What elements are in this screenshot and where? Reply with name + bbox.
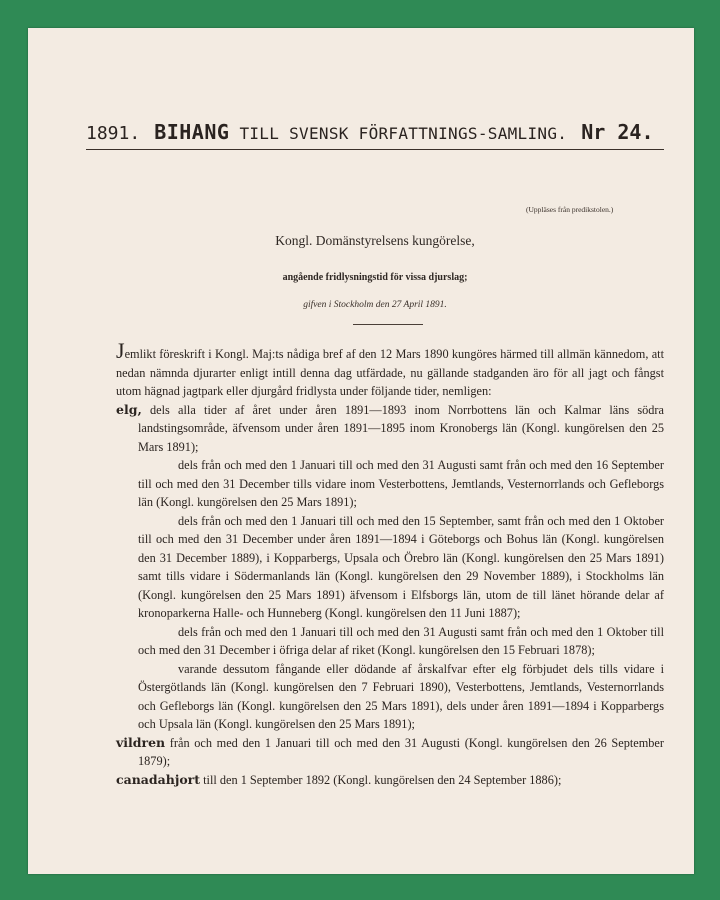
entry-subclause: dels från och med den 1 Januari till och med den 31 Augusti samt från och med den 1 Oktober till och med den 31 December i öfriga delar af riket (Kongl. kungörelsen den 15 Februari 1878); bbox=[138, 624, 664, 657]
document-page bbox=[28, 28, 694, 874]
entry-canadahjort bbox=[116, 771, 664, 790]
document-subtitle: angående fridlysningstid för vissa djurslag; bbox=[282, 272, 468, 283]
intro-text: emlikt föreskrift i Kongl. Maj:ts nådiga bref af den 12 Mars 1890 kungöres härmed till allmän kännedom, att nedan nämnda djurarter enligt intill denna dag utfärdade, nu gällande stadganden äro för all jagt och fångst utom hägnad jagtpark eller djurgård fridlysta under följande tider, nemligen: bbox=[116, 347, 664, 398]
reading-note: (Uppläses från predikstolen.) bbox=[526, 205, 614, 214]
entry-elg bbox=[116, 401, 664, 734]
document-body bbox=[116, 338, 664, 789]
header-bihang: BIHANG bbox=[154, 120, 230, 144]
entry-vildren bbox=[116, 734, 664, 771]
entry-text: dels alla tider af året under åren 1891—1893 inom Norrbottens län och Kalmar läns södra landstingsområde, äfvensom under åren 1891—1895 inom Kronobergs län (Kongl. kungörelsen den 25 Mars 1891); bbox=[138, 402, 664, 454]
drop-initial: J bbox=[116, 338, 125, 363]
header-year: 1891. bbox=[86, 123, 141, 144]
header-number: Nr 24. bbox=[581, 120, 654, 144]
entry-term: canadahjort bbox=[116, 771, 201, 787]
entry-subclause: varande dessutom fångande eller dödande af årskalfvar efter elg förbjudet dels tills vidare i Östergötlands län (Kongl. kungörelsen den 7 Februari 1890), Vesterbottens, Jemtlands, Vesternorrlands och Gefleborgs län (Kongl. kungörelsen den 25 Mars 1891), dels under åren 1891—1894 i Kopparbergs och Upsala län (Kongl. kungörelsen den 25 Mars 1891); bbox=[138, 661, 664, 731]
header-rule bbox=[86, 149, 664, 150]
entry-term: vildren bbox=[116, 734, 166, 750]
entry-text: från och med den 1 Januari till och med den 31 Augusti (Kongl. kungörelsen den 26 September 1879); bbox=[138, 735, 664, 768]
document-title: Kongl. Domänstyrelsens kungörelse, bbox=[275, 233, 475, 248]
publication-header bbox=[86, 120, 664, 144]
entry-subclause: dels från och med den 1 Januari till och med den 15 September, samt från och med den 1 Oktober till och med den 31 December under åren 1891—1894 i Göteborgs och Bohus län (Kongl. kungörelsen den 31 December 1889), i Kopparbergs, Upsala och Örebro län (Kongl. kungörelsen den 25 Mars 1891) samt tills vidare i Södermanlands län (Kongl. kungörelsen den 29 November 1889), i Stockholms län (Kongl. kungörelsen den 25 Mars 1891) äfvensom i Elfsborgs län, utom de till länet hörande delar af kronoparkerna Halle- och Hunneberg (Kongl. kungörelsen den 11 Juni 1887); bbox=[138, 513, 664, 620]
entry-text: till den 1 September 1892 (Kongl. kungörelsen den 24 September 1886); bbox=[200, 772, 562, 787]
entry-term: elg, bbox=[116, 401, 142, 417]
section-divider bbox=[353, 324, 423, 325]
intro-paragraph bbox=[116, 338, 664, 401]
dateline: gifven i Stockholm den 27 April 1891. bbox=[303, 300, 447, 310]
entry-subclause: dels från och med den 1 Januari till och med den 31 Augusti samt från och med den 16 September till och med den 31 December tills vidare inom Vesterbottens, Jemtlands, Vesternorrlands och Gefleborgs län (Kongl. kungörelsen den 25 Mars 1891); bbox=[138, 458, 664, 509]
header-title: TILL SVENSK FÖRFATTNINGS-SAMLING. bbox=[239, 124, 568, 143]
